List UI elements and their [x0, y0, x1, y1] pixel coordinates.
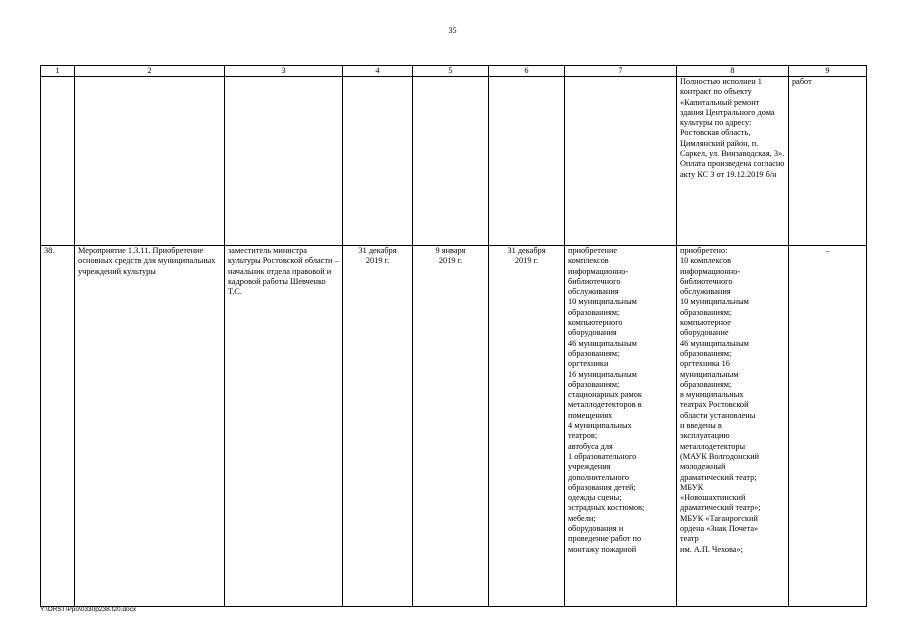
header-cell: 4 [343, 66, 413, 77]
expected-result-cell: приобретение комплексов информационно- библиотечного обслуживания 10 муниципальным образованиям; компьютерного оборудования 46 муниципальным образованиям; оргтехники 16 муниципальным образованиям; стационарных рамок металлодетекторов в помещениях 4 муниципальных театров; автобуса для 1 образовательного учреждения дополнительного образования детей; одежды сцены; эстрадных костюмов; мебели; оборудования и проведение работ по монтажу пожарной [565, 246, 677, 607]
table-cell [413, 77, 489, 246]
table-cell [225, 77, 343, 246]
header-cell: 6 [489, 66, 565, 77]
footer-file-path: Y:\ORST\Ppo\0330p238.f20.docx [40, 606, 137, 613]
table-cell [343, 77, 413, 246]
header-cell: 5 [413, 66, 489, 77]
actual-result-cell: Полностью исполнен 1 контракт по объекту «Капитальный ремонт здания Центрального дома культуры по адресу: Ростовская область, Цимлянский район, п. Саркел, ул. Винзаводская, 3». Оплата произведена согласно акту КС 3 от 19.12.2019 б/н [677, 77, 789, 246]
report-table [40, 65, 867, 607]
row-number-cell: 38. [41, 246, 75, 607]
page-number: 35 [448, 26, 457, 35]
table-row-continuation [41, 77, 867, 246]
table-cell [489, 77, 565, 246]
header-cell: 9 [789, 66, 867, 77]
header-cell: 7 [565, 66, 677, 77]
table-row-38 [41, 246, 867, 607]
activity-cell: Мероприятие 1.3.11. Приобретение основных средств для муниципальных учреждений культуры [75, 246, 225, 607]
header-cell: 8 [677, 66, 789, 77]
reason-cell: – [789, 246, 867, 607]
actual-result-cell: приобретено: 10 комплексов информационно- библиотечного обслуживания 10 муниципальным образованиям; компьютерное оборудование 46 муниципальным образованиям; оргтехника 16 муниципальным образованиям; в муниципальных театрах Ростовской области установлены и введены в эксплуатацию металлодетекторы (МАУК Волгодонский молодежный драматический театр; МБУК «Новошахтинский драматический театр»; МБУК «Таганрогский ордена «Знак Почета» театр им. А.П. Чехова»; [677, 246, 789, 607]
end-date-cell: 31 декабря 2019 г. [489, 246, 565, 607]
table-cell [41, 77, 75, 246]
header-cell: 1 [41, 66, 75, 77]
table-cell [565, 77, 677, 246]
table-header-row [41, 66, 867, 77]
header-cell: 2 [75, 66, 225, 77]
header-cell: 3 [225, 66, 343, 77]
start-date-cell: 9 января 2019 г. [413, 246, 489, 607]
responsible-cell: заместитель министра культуры Ростовской области – начальник отдела правовой и кадровой работы Шевченко Т.С. [225, 246, 343, 607]
planned-date-cell: 31 декабря 2019 г. [343, 246, 413, 607]
reason-cell: работ [789, 77, 867, 246]
table-cell [75, 77, 225, 246]
